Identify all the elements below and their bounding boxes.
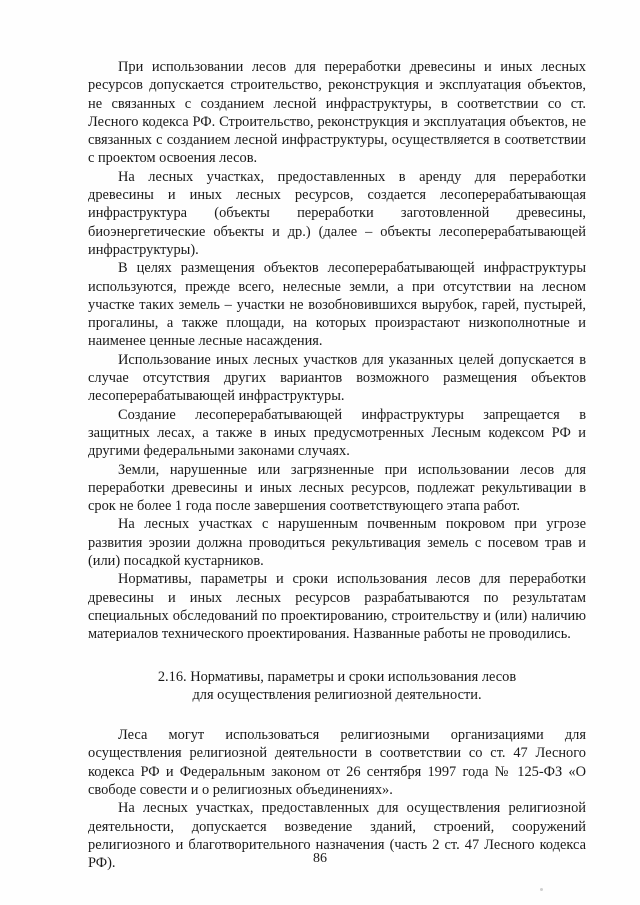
paragraph-leased-plots: На лесных участках, предоставленных в аренду для переработки древесины и иных лесных ресурсов, создается лесоперерабатывающая инфраструктура (объекты переработки заготовленной древесины, биоэнергетические объекты и др.) (далее – объекты лесоперерабатывающей инфраструктуры).	[88, 168, 586, 258]
section-heading-line-2: для осуществления религиозной деятельности.	[192, 686, 482, 703]
page-number: 86	[313, 851, 327, 866]
paragraph-erosion: На лесных участках с нарушенным почвенным покровом при угрозе развития эрозии должна проводиться рекультивация земель с посевом трав и (или) посадкой кустарников.	[88, 516, 586, 570]
section-heading	[88, 668, 586, 705]
paragraph-prohibition: Создание лесоперерабатывающей инфраструктуры запрещается в защитных лесах, а также в иных предусмотренных Лесным кодексом РФ и другими федеральными законами случаях.	[88, 406, 586, 460]
scan-speck	[540, 888, 543, 891]
paragraph-construction-rules: При использовании лесов для переработки древесины и иных лесных ресурсов допускается строительство, реконструкция и эксплуатация объектов, не связанных с созданием лесной инфраструктуры, в соответствии со ст. Лесного кодекса РФ. Строительство, реконструкция и эксплуатация объектов, не связанных с созданием лесной инфраструктуры, осуществляется в соответствии с проектом освоения лесов.	[88, 59, 586, 167]
paragraph-placement: В целях размещения объектов лесоперерабатывающей инфраструктуры используются, прежде всего, нелесные земли, а при отсутствии на лесном участке таких земель – участки не возобновившихся вырубок, гарей, пустырей, прогалины, а также площади, на которых произрастают низкополнотные и наименее ценные лесные насаждения.	[88, 260, 586, 350]
paragraph-other-plots: Использование иных лесных участков для указанных целей допускается в случае отсутствия других вариантов возможного размещения объектов лесоперерабатывающей инфраструктуры.	[88, 351, 586, 405]
paragraph-recultivation: Земли, нарушенные или загрязненные при использовании лесов для переработки древесины и иных лесных ресурсов, подлежат рекультивации в срок не более 1 года после завершения соответствующего этапа работ.	[88, 461, 586, 515]
paragraph-norms: Нормативы, параметры и сроки использования лесов для переработки древесины и иных лесных ресурсов разрабатываются по результатам специальных обследований по проектированию, строительству и (или) наличию материалов технического проектирования. Названные работы не проводились.	[88, 571, 586, 643]
section-heading-line-1: 2.16. Нормативы, параметры и сроки использования лесов	[157, 668, 517, 685]
paragraph-religious-buildings: На лесных участках, предоставленных для осуществления религиозной деятельности, допускается возведение зданий, строений, сооружений религиозного и благотворительного назначения (часть 2 ст. 47 Лесного кодекса РФ).	[88, 800, 586, 872]
paragraph-religious-use: Леса могут использоваться религиозными организациями для осуществления религиозной деятельности в соответствии со ст. 47 Лесного кодекса РФ и Федеральным законом от 26 сентября 1997 года № 125-ФЗ «О свободе совести и о религиозных объединениях».	[88, 727, 586, 798]
body-text	[88, 58, 586, 872]
